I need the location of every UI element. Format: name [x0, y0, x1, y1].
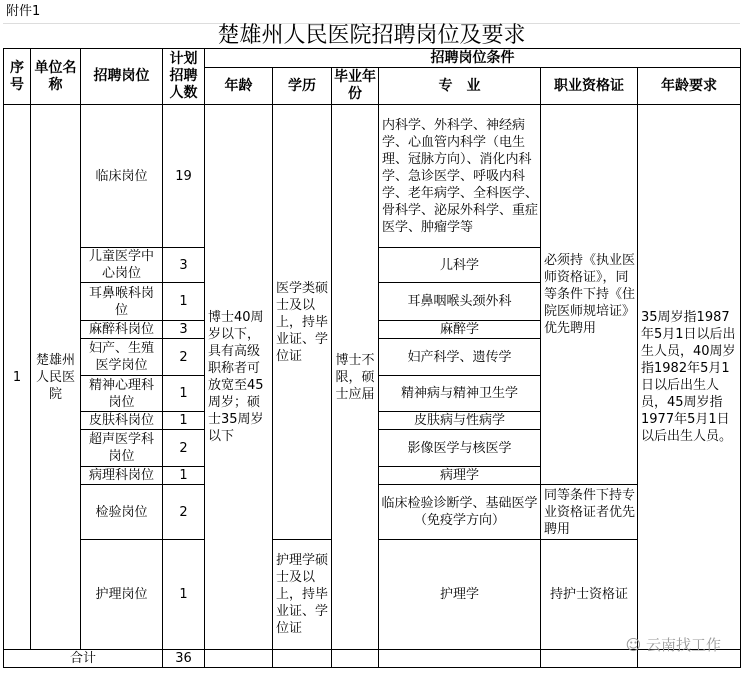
major-cell: 影像医学与核医学 — [379, 430, 541, 467]
attachment-text: 附件1 — [6, 4, 41, 19]
count-cell: 19 — [163, 105, 205, 248]
position-cell: 护理岗位 — [81, 540, 163, 650]
header-age-req: 年龄要求 — [638, 68, 741, 105]
unit-cell: 楚雄州人民医院 — [31, 105, 81, 650]
seq-cell: 1 — [4, 105, 31, 650]
major-cell: 病理学 — [379, 467, 541, 485]
header-count: 计划招聘人数 — [163, 49, 205, 105]
major-cell: 儿科学 — [379, 248, 541, 283]
empty-cell — [332, 650, 379, 668]
header-edu: 学历 — [273, 68, 332, 105]
count-cell: 1 — [163, 376, 205, 412]
header-age: 年龄 — [205, 68, 273, 105]
cert-cell: 同等条件下持专业资格证者优先聘用 — [541, 485, 638, 540]
header-cert: 职业资格证 — [541, 68, 638, 105]
position-cell: 检验岗位 — [81, 485, 163, 540]
major-cell: 内科学、外科学、神经病学、心血管内科学（电生理、冠脉方向）、消化内科学、急诊医学、呼吸内科学、老年病学、全科医学、骨科学、泌尿外科学、重症医学、肿瘤学等 — [379, 105, 541, 248]
position-cell: 耳鼻喉科岗位 — [81, 283, 163, 321]
age-req-cell: 35周岁指1987年5月1日以后出生人员，40周岁指1982年5月1日以后出生人员，45周岁指1977年5月1日以后出生人员。 — [638, 105, 741, 650]
major-cell: 麻醉学 — [379, 321, 541, 339]
cert-cell: 持护士资格证 — [541, 540, 638, 650]
table-row — [4, 105, 741, 248]
age-cell: 博士40周岁以下，具有高级职称者可放宽至45周岁；硕士35周岁以下 — [205, 105, 273, 650]
major-cell: 临床检验诊断学、基础医学（免疫学方向） — [379, 485, 541, 540]
position-cell: 儿童医学中心岗位 — [81, 248, 163, 283]
recruitment-table — [3, 48, 741, 668]
empty-cell — [205, 650, 273, 668]
position-cell: 皮肤科岗位 — [81, 412, 163, 430]
major-cell: 妇产科学、遗传学 — [379, 339, 541, 376]
count-cell: 3 — [163, 321, 205, 339]
watermark-text: 云南找工作 — [645, 636, 721, 654]
count-cell: 1 — [163, 467, 205, 485]
count-cell: 1 — [163, 283, 205, 321]
position-cell: 临床岗位 — [81, 105, 163, 248]
watermark — [626, 634, 721, 655]
major-cell: 护理学 — [379, 540, 541, 650]
wechat-icon: ☺ — [625, 636, 646, 654]
count-cell: 2 — [163, 339, 205, 376]
major-cell: 精神病与精神卫生学 — [379, 376, 541, 412]
position-cell: 精神心理科岗位 — [81, 376, 163, 412]
header-position: 招聘岗位 — [81, 49, 163, 105]
header-major: 专 业 — [379, 68, 541, 105]
count-cell: 3 — [163, 248, 205, 283]
position-cell: 妇产、生殖医学岗位 — [81, 339, 163, 376]
empty-cell — [541, 650, 638, 668]
edu-cell: 医学类硕士及以上，持毕业证、学位证 — [273, 105, 332, 540]
position-cell: 病理科岗位 — [81, 467, 163, 485]
major-cell: 耳鼻咽喉头颈外科 — [379, 283, 541, 321]
major-cell: 皮肤病与性病学 — [379, 412, 541, 430]
attachment-label — [3, 0, 740, 24]
header-conditions: 招聘岗位条件 — [205, 49, 741, 68]
header-unit: 单位名称 — [31, 49, 81, 105]
total-count: 36 — [163, 650, 205, 668]
count-cell: 1 — [163, 540, 205, 650]
position-cell: 麻醉科岗位 — [81, 321, 163, 339]
count-cell: 2 — [163, 430, 205, 467]
edu-cell: 护理学硕士及以上，持毕业证、学位证 — [273, 540, 332, 650]
position-cell: 超声医学科岗位 — [81, 430, 163, 467]
cert-cell: 必须持《执业医师资格证》，同等条件下持《住院医师规培证》优先聘用 — [541, 105, 638, 485]
count-cell: 1 — [163, 412, 205, 430]
empty-cell — [273, 650, 332, 668]
page-title: 楚雄州人民医院招聘岗位及要求 — [217, 23, 526, 48]
empty-cell — [379, 650, 541, 668]
count-cell: 2 — [163, 485, 205, 540]
header-grad: 毕业年份 — [332, 68, 379, 105]
header-seq: 序号 — [4, 49, 31, 105]
grad-cell: 博士不限，硕士应届 — [332, 105, 379, 650]
total-label: 合计 — [4, 650, 163, 668]
